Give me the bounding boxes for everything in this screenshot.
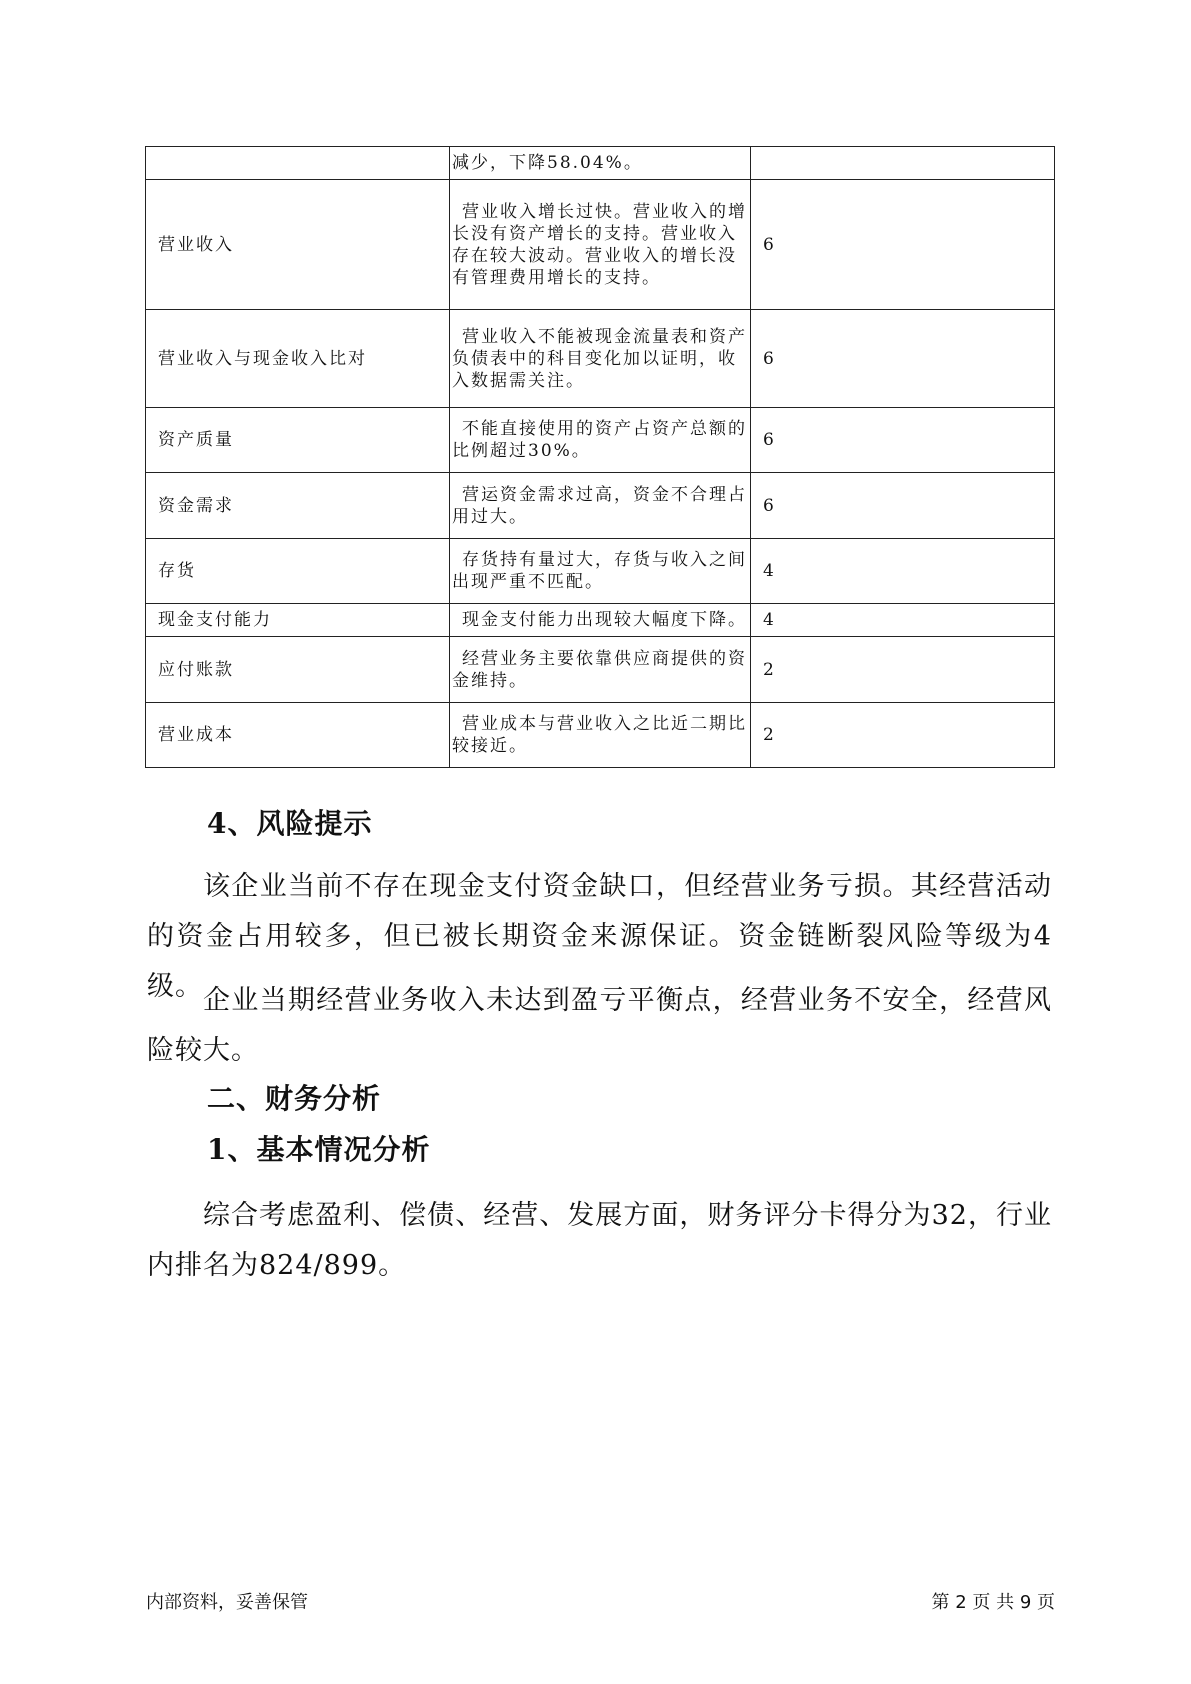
risk-item: 营业收入 bbox=[146, 180, 450, 310]
risk-item: 资金需求 bbox=[146, 473, 450, 539]
subsection-heading-basic: 1、基本情况分析 bbox=[207, 1133, 431, 1166]
risk-item: 现金支付能力 bbox=[146, 604, 450, 637]
risk-description: 营业收入不能被现金流量表和资产负债表中的科目变化加以证明，收入数据需关注。 bbox=[450, 310, 751, 408]
risk-score: 4 bbox=[751, 604, 1055, 637]
risk-item: 营业成本 bbox=[146, 703, 450, 768]
risk-item: 营业收入与现金收入比对 bbox=[146, 310, 450, 408]
section-heading-finance: 二、财务分析 bbox=[207, 1082, 382, 1115]
risk-score: 4 bbox=[751, 539, 1055, 604]
table-row bbox=[146, 310, 1055, 408]
risk-description: 不能直接使用的资产占资产总额的比例超过30%。 bbox=[450, 408, 751, 473]
table-row bbox=[146, 703, 1055, 768]
risk-description: 营业成本与营业收入之比近二期比较接近。 bbox=[450, 703, 751, 768]
risk-table bbox=[145, 146, 1055, 768]
table-row bbox=[146, 539, 1055, 604]
risk-description: 营业收入增长过快。营业收入的增长没有资产增长的支持。营业收入存在较大波动。营业收入的增长没有管理费用增长的支持。 bbox=[450, 180, 751, 310]
risk-item bbox=[146, 147, 450, 180]
table-row bbox=[146, 408, 1055, 473]
risk-score bbox=[751, 147, 1055, 180]
risk-item: 存货 bbox=[146, 539, 450, 604]
risk-description: 现金支付能力出现较大幅度下降。 bbox=[450, 604, 751, 637]
risk-paragraph-2: 企业当期经营业务收入未达到盈亏平衡点，经营业务不安全，经营风险较大。 bbox=[147, 985, 1052, 1066]
risk-item: 应付账款 bbox=[146, 637, 450, 703]
section-heading-risk: 4、风险提示 bbox=[207, 807, 373, 840]
risk-score: 2 bbox=[751, 637, 1055, 703]
risk-score: 6 bbox=[751, 310, 1055, 408]
risk-score: 6 bbox=[751, 473, 1055, 539]
table-row bbox=[146, 180, 1055, 310]
table-row bbox=[146, 637, 1055, 703]
finance-paragraph: 综合考虑盈利、偿债、经营、发展方面，财务评分卡得分为32，行业内排名为824/899。 bbox=[147, 1200, 1052, 1281]
table-row bbox=[146, 147, 1055, 180]
footer-page-number: 第 2 页 共 9 页 bbox=[931, 1592, 1055, 1613]
table-row bbox=[146, 473, 1055, 539]
risk-score: 2 bbox=[751, 703, 1055, 768]
risk-score: 6 bbox=[751, 408, 1055, 473]
risk-description: 经营业务主要依靠供应商提供的资金维持。 bbox=[450, 637, 751, 703]
footer-confidential: 内部资料，妥善保管 bbox=[146, 1592, 308, 1613]
risk-item: 资产质量 bbox=[146, 408, 450, 473]
risk-description: 减少，下降58.04%。 bbox=[450, 147, 751, 180]
risk-score: 6 bbox=[751, 180, 1055, 310]
risk-description: 营运资金需求过高，资金不合理占用过大。 bbox=[450, 473, 751, 539]
risk-description: 存货持有量过大，存货与收入之间出现严重不匹配。 bbox=[450, 539, 751, 604]
table-row bbox=[146, 604, 1055, 637]
risk-paragraph-1: 该企业当前不存在现金支付资金缺口，但经营业务亏损。其经营活动的资金占用较多，但已被长期资金来源保证。资金链断裂风险等级为4级。 bbox=[147, 871, 1052, 1002]
